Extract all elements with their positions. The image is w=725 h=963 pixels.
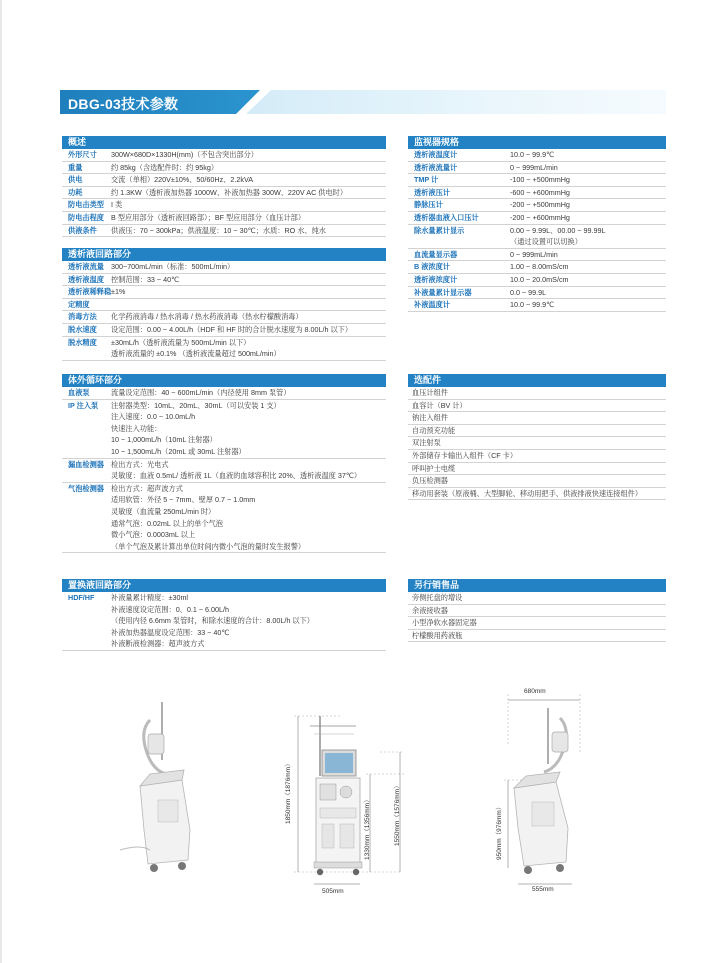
- spec-value: 透析液流量的 ±0.1% （透析液流量超过 500mL/min）: [111, 349, 281, 359]
- spec-row: [62, 400, 386, 412]
- options-heading: 选配件: [408, 374, 666, 387]
- spec-row: [62, 162, 386, 175]
- spec-value: -100 ~ +500mmHg: [510, 175, 570, 185]
- spec-row: [62, 638, 386, 651]
- spec-row: [62, 299, 386, 312]
- replacement-heading: 置换液回路部分: [62, 579, 386, 592]
- spec-value: 微小气泡：0.0003mL 以上: [111, 530, 196, 540]
- spec-value: 0.00 ~ 9.99L、00.00 ~ 99.99L: [510, 225, 606, 235]
- spec-row: [62, 411, 386, 423]
- spec-label: 透析液浓度计: [414, 274, 458, 284]
- spec-label: 脱水速度: [68, 324, 97, 334]
- page-edge: [0, 0, 2, 963]
- spec-value: 检出方式：超声波方式: [111, 483, 183, 493]
- dialysate-rows: [62, 261, 386, 361]
- monitors-rows: [408, 149, 666, 312]
- spec-label: 透析液压计: [414, 187, 450, 197]
- spec-value: 控制范围：33 ~ 40℃: [111, 274, 180, 284]
- machine-side-view-right: [480, 684, 590, 894]
- spec-label: TMP 计: [414, 175, 439, 185]
- spec-value: 约 1.3KW（透析液加热器 1000W、补液加热器 300W、220V AC 供电时）: [111, 187, 348, 197]
- spec-label: 防电击程度: [68, 212, 104, 222]
- spec-row: [62, 615, 386, 627]
- front-total-height-label: 1850mm（1876mm）: [285, 760, 292, 824]
- spec-value: 交流（单相）220V±10%、50/60Hz、2.2kVA: [111, 175, 254, 185]
- spec-label: 重量: [68, 162, 83, 172]
- spec-value: 补液断液检测器：超声波方式: [111, 639, 205, 649]
- spec-value: （单个气泡及累计算出单位时间内微小气泡的量时发生报警）: [111, 541, 306, 551]
- spec-row: [62, 627, 386, 639]
- spec-row: [62, 434, 386, 446]
- extracorporeal-rows: [62, 387, 386, 553]
- spec-row: [62, 174, 386, 187]
- spec-row: [62, 199, 386, 212]
- spec-row: [408, 225, 666, 237]
- spec-value: -600 ~ +600mmHg: [510, 187, 570, 197]
- spec-label: 消毒方法: [68, 312, 97, 322]
- spec-row: [62, 337, 386, 349]
- spec-value: 供液压：70 ~ 300kPa；供液温度：10 ~ 30℃；水质：RO 水、纯水: [111, 225, 326, 235]
- replacement-rows: [62, 592, 386, 651]
- list-item: 外部储存卡输出入组件（CF 卡）: [408, 450, 666, 463]
- spec-value: 10 ~ 1,500mL/h（20mL 或 30mL 注射器）: [111, 446, 246, 456]
- spec-label: 血液泵: [68, 388, 90, 397]
- spec-label: 透析液稀释稳: [68, 287, 112, 297]
- front-body-height-label: 1330mm（1356mm）: [364, 796, 371, 860]
- list-item: 钠注入组件: [408, 412, 666, 425]
- spec-label: 透析液温度计: [414, 150, 458, 159]
- list-item: 小型净软水器固定器: [408, 617, 666, 630]
- front-width-label: 505mm: [322, 888, 344, 895]
- spec-row: [408, 149, 666, 162]
- spec-value: 300~700mL/min（标准：500mL/min）: [111, 262, 235, 271]
- list-item: 余液接收器: [408, 605, 666, 618]
- spec-label: 供液条件: [68, 225, 97, 235]
- spec-value: （通过设置可以切换）: [510, 237, 582, 247]
- spec-value: 通常气泡：0.02mL 以上的单个气泡: [111, 518, 223, 528]
- spec-label: 透析器血液入口压计: [414, 212, 479, 222]
- spec-value: 300W×680D×1330H(mm)（不包含突出部分）: [111, 150, 258, 159]
- spec-value: I 类: [111, 200, 123, 210]
- spec-row: [62, 423, 386, 435]
- spec-row: [62, 387, 386, 400]
- spec-value: 注入速度：0.0 ~ 10.0mL/h: [111, 412, 196, 422]
- spec-value: 0 ~ 999mL/min: [510, 249, 558, 259]
- spec-value: 补液量累计精度：±30ml: [111, 593, 189, 602]
- spec-value: 设定范围：0.00 ~ 4.00L/h（HDF 和 HF 时的合计脱水速度为 8.00L/h 以下）: [111, 324, 353, 334]
- spec-label: 透析液流量: [68, 262, 104, 271]
- accessories-heading: 另行销售品: [408, 579, 666, 592]
- dialysate-heading: 透析液回路部分: [62, 248, 386, 261]
- spec-row: [408, 249, 666, 262]
- spec-value: 10.0 ~ 99.9℃: [510, 150, 555, 159]
- extracorporeal-section: [62, 374, 386, 553]
- spec-value: 补液速度设定范围：0、0.1 ~ 6.00L/h: [111, 604, 230, 614]
- spec-value: 适用软管：外径 5 ~ 7mm、壁厚 0.7 ~ 1.0mm: [111, 495, 256, 505]
- spec-value: 约 85kg（含选配件时：约 95kg）: [111, 162, 219, 172]
- spec-label: 气泡检测器: [68, 483, 104, 493]
- spec-row: [408, 261, 666, 274]
- list-item: 柠檬酸用药液瓶: [408, 630, 666, 643]
- overview-rows: [62, 149, 386, 237]
- spec-label: HDF/HF: [68, 593, 95, 602]
- machine-side-left-drawing: [110, 700, 210, 880]
- spec-row: [62, 324, 386, 337]
- front-pole-height-label: 1550mm（1576mm）: [394, 782, 401, 846]
- spec-row: [62, 187, 386, 200]
- spec-value: ±30mL/h（透析液流量为 500mL/min 以下）: [111, 337, 251, 347]
- accessories-list: [408, 592, 666, 642]
- side-depth-top-label: 680mm: [524, 688, 546, 695]
- side-depth-base-label: 555mm: [532, 886, 554, 893]
- spec-value: 灵敏度：血液 0.5mL/ 透析液 1L（血液的血球容积比 20%、透析液温度 37℃）: [111, 471, 362, 481]
- list-item: 呼叫护士电缆: [408, 463, 666, 476]
- spec-row: [62, 541, 386, 554]
- spec-label: 定精度: [68, 299, 90, 309]
- options-section: [408, 374, 666, 500]
- title-banner: [60, 90, 666, 114]
- spec-value: 1.00 ~ 8.00mS/cm: [510, 262, 569, 272]
- spec-row: [408, 199, 666, 212]
- spec-row: [62, 149, 386, 162]
- spec-label: 补液温度计: [414, 300, 450, 310]
- spec-label: 除水量累计显示: [414, 225, 465, 235]
- side-height-label: 950mm（976mm）: [496, 803, 503, 860]
- spec-value: -200 ~ +500mmHg: [510, 200, 570, 210]
- spec-value: 10 ~ 1,000mL/h（10mL 注射器）: [111, 435, 217, 445]
- spec-row: [62, 592, 386, 604]
- extracorporeal-heading: 体外循环部分: [62, 374, 386, 387]
- machine-front-view: [280, 712, 420, 902]
- spec-row: [408, 236, 666, 249]
- dialysate-section: [62, 248, 386, 361]
- spec-value: ±1%: [111, 287, 126, 297]
- spec-row: [62, 529, 386, 541]
- spec-value: 检出方式：光电式: [111, 459, 169, 469]
- spec-row: [62, 225, 386, 238]
- accessories-section: [408, 579, 666, 642]
- list-item: 血压计组件: [408, 387, 666, 400]
- spec-value: 灵敏度（血流量 250mL/min 时）: [111, 506, 216, 516]
- list-item: 血容计（BV 计）: [408, 400, 666, 413]
- spec-row: [408, 287, 666, 300]
- monitors-heading: 监视器规格: [408, 136, 666, 149]
- list-item: 自动预充功能: [408, 425, 666, 438]
- spec-value: （使用内径 6.6mm 泵管时，和除水速度的合计：8.00L/h 以下）: [111, 616, 314, 626]
- spec-label: 供电: [68, 175, 83, 185]
- spec-label: 补液量累计显示器: [414, 287, 472, 297]
- spec-row: [62, 483, 386, 495]
- spec-row: [62, 212, 386, 225]
- spec-label: 脱水精度: [68, 337, 97, 347]
- spec-value: 0.0 ~ 99.9L: [510, 287, 547, 297]
- machine-side-right-drawing: [480, 684, 590, 894]
- list-item: 移动用套装（原液桶、大型脚轮、移动用把手、供液排液快速连接组件）: [408, 488, 666, 501]
- page-title: DBG-03技术参数: [68, 96, 179, 112]
- list-item: 双注射泵: [408, 437, 666, 450]
- spec-label: 外形尺寸: [68, 150, 97, 159]
- spec-value: 注射器类型：10mL、20mL、30mL（可以安装 1 支）: [111, 400, 281, 410]
- spec-label: 漏血检测器: [68, 459, 104, 469]
- spec-row: [408, 162, 666, 175]
- spec-label: 静脉压计: [414, 200, 443, 210]
- spec-label: 防电击类型: [68, 200, 104, 210]
- spec-row: [62, 311, 386, 324]
- spec-value: B 型应用部分（透析液回路部）；BF 型应用部分（血压计部）: [111, 212, 306, 222]
- spec-row: [62, 604, 386, 616]
- spec-label: 透析液流量计: [414, 162, 458, 172]
- spec-value: 10.0 ~ 20.0mS/cm: [510, 274, 569, 284]
- spec-row: [408, 274, 666, 287]
- list-item: 负压检测器: [408, 475, 666, 488]
- spec-row: [62, 459, 386, 471]
- spec-row: [408, 299, 666, 312]
- spec-label: 血流量显示器: [414, 249, 458, 259]
- spec-value: -200 ~ +600mmHg: [510, 212, 570, 222]
- spec-row: [408, 187, 666, 200]
- spec-label: IP 注入泵: [68, 400, 99, 410]
- spec-row: [62, 274, 386, 287]
- spec-row: [62, 494, 386, 506]
- spec-value: 10.0 ~ 99.9℃: [510, 300, 555, 310]
- spec-value: 化学药液消毒 / 热水消毒 / 热水药液消毒（热水柠檬酸消毒）: [111, 312, 303, 322]
- spec-value: 补液加热器温度设定范围：33 ~ 40℃: [111, 627, 230, 637]
- spec-value: 快速注入功能：: [111, 423, 162, 433]
- machine-side-view-left: [110, 700, 210, 880]
- spec-row: [62, 348, 386, 361]
- spec-row: [408, 212, 666, 225]
- overview-heading: 概述: [62, 136, 386, 149]
- options-list: [408, 387, 666, 500]
- overview-section: [62, 136, 386, 237]
- banner-light-band: [246, 90, 666, 114]
- spec-value: 流量设定范围：40 ~ 600mL/min（内径使用 8mm 泵管）: [111, 388, 291, 397]
- spec-row: [62, 261, 386, 274]
- monitors-section: [408, 136, 666, 312]
- replacement-section: [62, 579, 386, 651]
- spec-label: B 液浓度计: [414, 262, 450, 272]
- spec-label: 透析液温度: [68, 274, 104, 284]
- spec-row: [408, 174, 666, 187]
- spec-row: [62, 446, 386, 459]
- list-item: 旁侧托盘的增设: [408, 592, 666, 605]
- spec-value: 0 ~ 999mL/min: [510, 162, 558, 172]
- spec-row: [62, 506, 386, 518]
- spec-label: 功耗: [68, 187, 83, 197]
- spec-row: [62, 518, 386, 530]
- spec-row: [62, 470, 386, 483]
- spec-row: [62, 286, 386, 299]
